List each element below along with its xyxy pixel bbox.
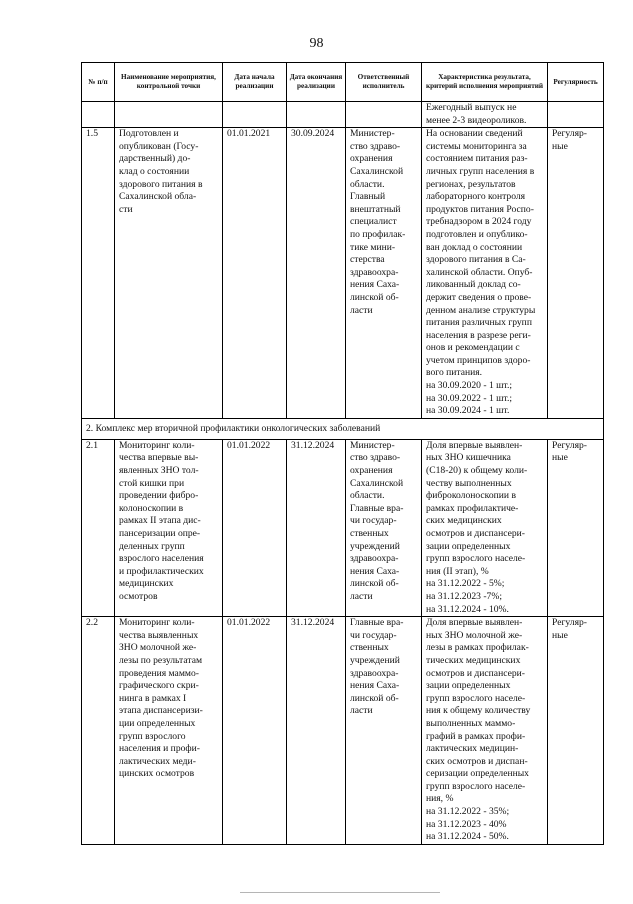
cell-empty — [82, 102, 115, 128]
cell-responsible: Главные вра- чи государ- ственных учреждений здравоохра- нения Саха- линской об- ласти — [346, 617, 422, 845]
section-title: 2. Комплекс мер вторичной профилактики онкологических заболеваний — [82, 418, 604, 439]
measures-table — [81, 62, 604, 845]
cell-result: Доля впервые выявлен- ных ЗНО кишечника (C18-20) к общему коли- честву выполненных фиброколоноскопии в рамках профилактиче- ских медицинских осмотров и диспансери- зации определенных групп взрослого населе- ния (II этап), % на 31.12.2022 - 5%; на 31.12.2023 -7%; на 31.12.2024 - 10%. — [422, 439, 548, 616]
cell-start-date: 01.01.2022 — [223, 617, 287, 845]
table-row — [82, 617, 604, 845]
header-end-date: Дата окончания реализации — [287, 63, 346, 102]
header-regularity: Регулярность — [548, 63, 604, 102]
header-result: Характеристика результата, критерий исполнения мероприятий — [422, 63, 548, 102]
cell-num: 2.2 — [82, 617, 115, 845]
table-row — [82, 439, 604, 616]
page-number: 98 — [309, 36, 324, 51]
cell-result: Ежегодный выпуск не менее 2-3 видеороликов. — [422, 102, 548, 128]
cell-end-date: 31.12.2024 — [287, 617, 346, 845]
header-name: Наименование мероприятия, контрольной точки — [115, 63, 223, 102]
table-header-row — [82, 63, 604, 102]
cell-start-date: 01.01.2021 — [223, 128, 287, 419]
cell-result: На основании сведений системы мониторинга за состоянием питания раз- личных групп населения в регионах, результатов лабораторного контроля продуктов питания Роспо- требнадзором в 2024 году подготовлен и опублико- ван доклад о состоянии здорового питания в Са- халинской области. Опуб- ликованный доклад со- держит сведения о прове- денном анализе структуры питания различных групп населения в разрезе реги- онов и рекомендации с учетом принципов здоро- вого питания. на 30.09.2020 - 1 шт.; на 30.09.2022 - 1 шт.; на 30.09.2024 - 1 шт. — [422, 128, 548, 419]
cell-name: Подготовлен и опубликован (Госу- дарственный) до- клад о состоянии здорового питания в Сахалинской обла- сти — [115, 128, 223, 419]
cell-empty — [115, 102, 223, 128]
cell-responsible: Министер- ство здраво- охранения Сахалинской области. Главные вра- чи государ- ственных учреждений здравоохра- нения Саха- линской об- ласти — [346, 439, 422, 616]
cell-name: Мониторинг коли- чества выявленных ЗНО молочной же- лезы по результатам проведения маммо- графического скри- нинга в рамках I этапа диспансеризи- ции определенных групп взрослого населения и профи- лактических меди- цинских осмотров — [115, 617, 223, 845]
header-responsible: Ответственный исполнитель — [346, 63, 422, 102]
cell-num: 1.5 — [82, 128, 115, 419]
cell-end-date: 31.12.2024 — [287, 439, 346, 616]
section-heading-row — [82, 418, 604, 439]
header-num: № п/п — [82, 63, 115, 102]
cell-empty — [287, 102, 346, 128]
cell-empty — [548, 102, 604, 128]
cell-regularity: Регуляр- ные — [548, 439, 604, 616]
cell-empty — [346, 102, 422, 128]
cell-regularity: Регуляр- ные — [548, 128, 604, 419]
cell-regularity: Регуляр- ные — [548, 617, 604, 845]
cell-end-date: 30.09.2024 — [287, 128, 346, 419]
cell-num: 2.1 — [82, 439, 115, 616]
table-row — [82, 128, 604, 419]
scan-bottom-rule — [240, 892, 440, 893]
table-row-continuation — [82, 102, 604, 128]
cell-empty — [223, 102, 287, 128]
cell-result: Доля впервые выявлен- ных ЗНО молочной же- лезы в рамках профилак- тических медицинских осмотров и диспансери- зации определенных групп взрослого населе- ния к общему количеству выполненных маммо- графий в рамках профи- лактических медицин- ских осмотров и диспан- серизации определенных групп взрослого населе- ния, % на 31.12.2022 - 35%; на 31.12.2023 - 40% на 31.12.2024 - 50%. — [422, 617, 548, 845]
cell-name: Мониторинг коли- чества впервые вы- явленных ЗНО тол- стой кишки при проведении фибро- колоноскопии в рамках II этапа дис- пансеризации опре- деленных групп взрослого населения и профилактических медицинских осмотров — [115, 439, 223, 616]
header-start-date: Дата начала реализации — [223, 63, 287, 102]
cell-responsible: Министер- ство здраво- охранения Сахалинской области. Главный внештатный специалист по профилак- тике мини- стерства здравоохра- нения Саха- линской об- ласти — [346, 128, 422, 419]
cell-start-date: 01.01.2022 — [223, 439, 287, 616]
